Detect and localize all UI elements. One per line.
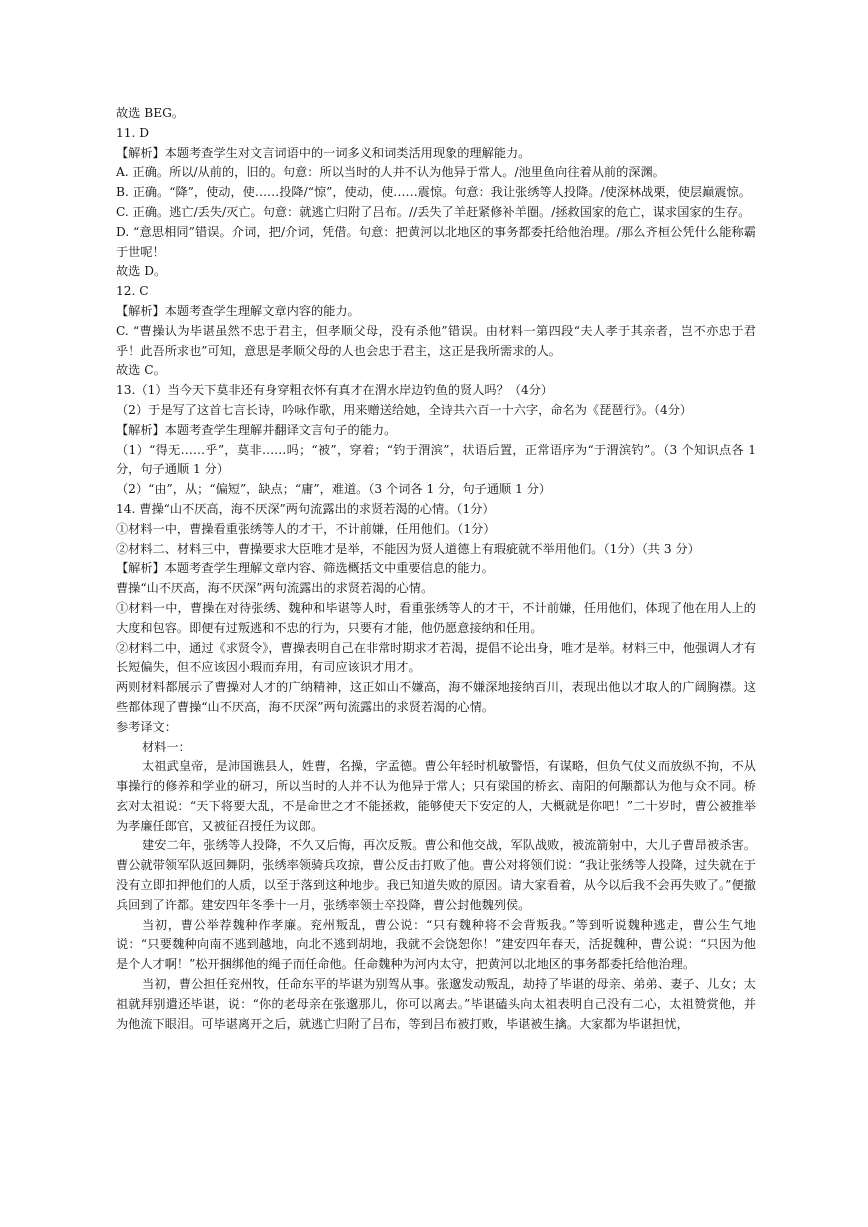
analysis-14-para-3: 两则材料都展示了曹操对人才的广纳精神，这正如山不嫌高，海不嫌深地接纳百川，表现出他以才取人的广阔胸襟。这些都体现了曹操“山不厌高，海不厌深”两句流露出的求贤若渴的心情。 bbox=[116, 680, 756, 714]
text-line: 故选 BEG。 bbox=[116, 106, 185, 120]
question-11-answer: 11. D bbox=[116, 125, 150, 140]
analysis-13: 【解析】本题考查学生理解并翻译文言句子的能力。 bbox=[116, 422, 397, 437]
translation-para-2: 建安二年，张绣等人投降，不久又后悔，再次反叛。曹公和他交战，军队战败，被流箭射中，大儿子曹昂被杀害。曹公就带领军队返回舞阴，张绣率领骑兵攻掠，曹公反击打败了他。曹公对将领们说：“我让张绣等人投降，过失就在于没有立即扣押他们的人质，以至于落到这种地步。我已知道失败的原因。请大家看着，从今以后我不会再失败了。”便撤兵回到了许都。建安四年冬季十一月，张绣率领士卒投降，曹公封他魏列侯。 bbox=[116, 838, 756, 912]
question-13-answer-2: （2）于是写了这首七言长诗，吟咏作歌，用来赠送给她，全诗共六百一十六字，命名为《琵琶行》。（4分） bbox=[116, 402, 693, 417]
translation-para-4: 当初，曹公担任兖州牧，任命东平的毕谌为别驾从事。张邈发动叛乱，劫持了毕谌的母亲、弟弟、妻子、儿女；太祖就拜别遣还毕谌，说：“你的老母亲在张邈那儿，你可以离去。”毕谌磕头向太祖表明自己没有二心，太祖赞赏他，并为他流下眼泪。可毕谌离开之后，就逃亡归附了吕布，等到吕布被打败，毕谌被生擒。大家都为毕谌担忧， bbox=[116, 977, 756, 1031]
option-d: D. “意思相同”错误。介词，把/介词，凭借。句意：把黄河以北地区的事务都委托给他治理。/那么齐桓公凭什么能称霸于世呢！ bbox=[116, 224, 756, 259]
analysis-11: 【解析】本题考查学生对文言词语中的一词多义和词类活用现象的理解能力。 bbox=[116, 145, 531, 160]
translation-para-3: 当初，曹公举荐魏种作孝廉。兖州叛乱，曹公说：“只有魏种将不会背叛我。”等到听说魏种逃走，曹公生气地说：“只要魏种向南不逃到越地，向北不逃到胡地，我就不会饶恕你！”建安四年春天，活捉魏种，曹公说：“只因为他是个人才啊！”松开捆绑他的绳子而任命他。任命魏种为河内太守，把黄河以北地区的事务都委托给他治理。 bbox=[116, 917, 756, 972]
question-14-answer: 14. 曹操“山不厌高，海不厌深”两句流露出的求贤若渴的心情。（1分） bbox=[116, 501, 495, 516]
question-12-answer: 12. C bbox=[116, 284, 149, 299]
analysis-12: 【解析】本题考查学生理解文章内容的能力。 bbox=[116, 303, 360, 318]
analysis-14-para-1: ①材料一中，曹操在对待张绣、魏种和毕谌等人时，看重张绣等人的才干，不计前嫌，任用他们，体现了他在用人上的大度和包容。即便有过叛逃和不忠的行为，只要有才能，他仍愿意接纳和任用。 bbox=[116, 600, 756, 635]
analysis-14-para-2: ②材料二中，通过《求贤令》，曹操表明自己在非常时期求才若渴，提倡不论出身，唯才是举。材料三中，他强调人才有长短偏失，但不应该因小瑕而弃用，有司应该识才用才。 bbox=[116, 640, 756, 675]
analysis-14-summary: 曹操“山不厌高，海不厌深”两句流露出的求贤若渴的心情。 bbox=[116, 581, 434, 596]
text-line: 故选 C。 bbox=[116, 363, 166, 378]
analysis-14: 【解析】本题考查学生理解文章内容、筛选概括文中重要信息的能力。 bbox=[116, 561, 494, 576]
document-page bbox=[116, 104, 756, 1034]
option-a: A. 正确。所以/从前的，旧的。句意：所以当时的人并不认为他异于常人。/池里鱼向往着从前的深渊。 bbox=[116, 165, 665, 180]
analysis-13-2: （2）“由”，从；“偏短”，缺点；“庸”，难道。（3 个词各 1 分，句子通顺 1 分） bbox=[116, 482, 552, 497]
material-one-title: 材料一： bbox=[142, 739, 191, 754]
question-13-answer-1: 13.（1）当今天下莫非还有身穿粗衣怀有真才在渭水岸边钓鱼的贤人吗？（4分） bbox=[116, 383, 554, 398]
question-14-point-1: ①材料一中，曹操看重张绣等人的才干，不计前嫌，任用他们。（1分） bbox=[116, 521, 496, 536]
option-c: C. 正确。逃亡/丢失/灭亡。句意：就逃亡归附了吕布。//丢失了羊赶紧修补羊圈。/拯救国家的危亡，谋求国家的生存。 bbox=[116, 204, 751, 219]
analysis-13-1: （1）“得无……乎”，莫非……吗；“被”，穿着；“钓于渭滨”，状语后置，正常语序为“于渭滨钓”。（3 个知识点各 1 分，句子通顺 1 分） bbox=[116, 442, 756, 477]
option-12c: C. “曹操认为毕谌虽然不忠于君主，但孝顺父母，没有杀他”错误。由材料一第四段“夫人孝于其亲者，岂不亦忠于君乎！此吾所求也”可知，意思是孝顺父母的人也会忠于君主，这正是我所需求的人。 bbox=[116, 323, 756, 358]
translation-para-1: 太祖武皇帝，是沛国谯县人，姓曹，名操，字孟德。曹公年轻时机敏警悟，有谋略，但负气仗义而放纵不拘，不从事操行的修养和学业的研习，所以当时的人并不认为他异于常人；只有梁国的桥玄、南阳的何颙都认为他与众不同。桥玄对太祖说：“天下将要大乱，不是命世之才不能拯救，能够使天下安定的人，大概就是你吧！”二十岁时，曹公被推举为孝廉任郎官，又被征召授任为议郎。 bbox=[116, 759, 756, 833]
question-14-point-2: ②材料二、材料三中，曹操要求大臣唯才是举，不能因为贤人道德上有瑕疵就不举用他们。（1分）（共 3 分） bbox=[116, 541, 700, 556]
option-b: B. 正确。“降”，使动，使……投降/“惊”，使动，使……震惊。句意：我让张绣等人投降。/使深林战栗，使层巅震惊。 bbox=[116, 185, 751, 200]
text-line: 故选 D。 bbox=[116, 264, 167, 279]
reference-translation-title: 参考译文： bbox=[116, 719, 177, 734]
